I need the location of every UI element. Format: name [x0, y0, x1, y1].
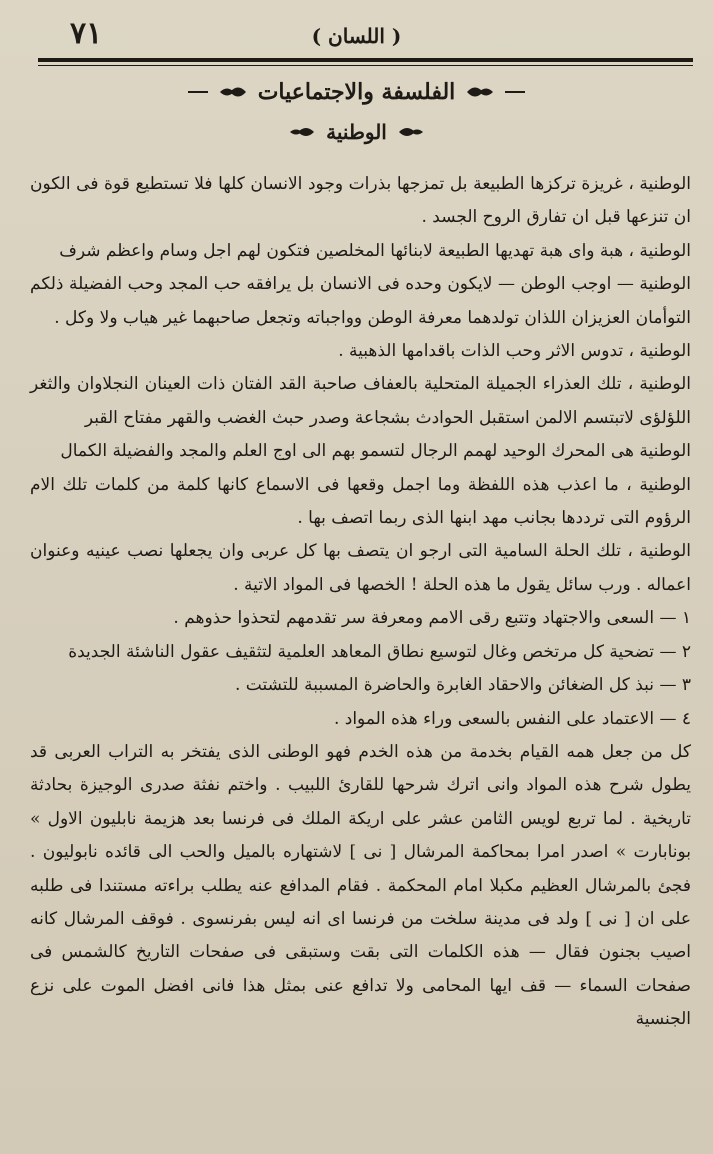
- paragraph: الوطنية ، تلك الحلة السامية التى ارجو ان يتصف بها كل عربى وان يجعلها نصب عينيه وعنوان اعماله . ورب سائل يقول ما هذه الحلة ! الخصها فى المواد الاتية .: [30, 541, 691, 595]
- header-rule-thin: [38, 65, 693, 66]
- page-header: [30, 10, 683, 60]
- list-item: ٣ — نبذ كل الضغائن والاحقاد الغابرة والحاضرة المسببة للتشتت .: [234, 675, 691, 696]
- paragraph: الوطنية ، ما اعذب هذه اللفظة وما اجمل وقعها فى الاسماع كانها كلمة من كلمات تلك الام الرؤوم التى ترددها بجانب مهد ابنها الذى ربما اتصف بها .: [30, 474, 691, 529]
- paragraph: الوطنية ، هبة واى هبة تهديها الطبيعة لابنائها المخلصين فتكون لهم اجل وسام واعظم شرف: [59, 240, 691, 261]
- paragraph: كل من جعل همه القيام بخدمة من هذه الخدم فهو الوطنى الذى يفتخر به التراب العربى قد يطول شرح هذه المواد وانى اترك شرحها للقارئ اللبيب . واختم نفثة صدرى الوجيزة بحادثة تاريخية . لما تربع لويس الثامن عشر على اريكة الملك فى فرنسا بعد هزيمة نابليون الاول » بونابارت » اصدر امرا بمحاكمة المرشال [ نى ] لاشتهاره بالميل والحب الى قائده نابوليون . فجئ بالمرشال العظيم مكبلا امام المحكمة . فقام المدافع عنه يطلب براءته مستندا فى طلبه على ان [ نى ] ولد فى مدينة سلخت من فرنسا اى انه ليس بفرنسوى . فوقف المرشال كانه اصيب بجنون فقال — هذه الكلمات التى بقت وستبقى فى صفحات التاريخ كالشمس فى صفحات السماء — قف ايها المحامى ولا تدافع عنى بمثل هذا فانى افضل الموت على نزع الجنسية: [30, 741, 691, 1030]
- dash-ornament: [188, 91, 208, 93]
- paragraph: الوطنية ، تدوس الاثر وحب الذات باقدامها الذهبية .: [338, 341, 691, 362]
- list-item: ٤ — الاعتماد على النفس بالسعى وراء هذه المواد .: [333, 708, 691, 729]
- paragraph: الوطنية — اوجب الوطن — لايكون وحده فى الانسان بل يرافقه حب المجد وحب الفضيلة ذلكم التوأمان العزيزان اللذان تولدهما معرفة الوطن وواجباته وتجعل صاحبهما غير هياب ولا وكل .: [30, 274, 691, 328]
- section-heading: [0, 72, 713, 112]
- subtitle: الوطنية: [326, 120, 387, 144]
- page-number: ٧١: [70, 16, 103, 51]
- paragraph: الوطنية هى المحرك الوحيد لهمم الرجال لتسمو بهم الى اوج العلم والمجد والفضيلة الكمال: [60, 441, 691, 462]
- paragraph: الوطنية ، غريزة تركزها الطبيعة بل تمزجها بذرات وجود الانسان كلها فلا تستطيع قوة فى الكون ان تنزعها قبل ان تفارق الروح الجسد .: [30, 174, 691, 228]
- subheading: [0, 114, 713, 150]
- dash-ornament: [505, 91, 525, 93]
- leaf-ornament-icon: [288, 123, 318, 141]
- list-item: ١ — السعى والاجتهاد وتتبع رقى الامم ومعرفة سر تقدمهم لتحذوا حذوهم .: [173, 608, 691, 629]
- article-body: [30, 168, 691, 1037]
- section-title: الفلسفة والاجتماعيات: [257, 79, 456, 105]
- leaf-ornament-icon: [465, 83, 495, 101]
- leaf-ornament-icon: [218, 83, 248, 101]
- paragraph: الوطنية ، تلك العذراء الجميلة المتحلية بالعفاف صاحبة القد الفتان ذات العينان النجلاوان والثغر اللؤلؤى لاتبتسم الالمن استقبل الحوادث بشجاعة وصدر حبث الغضب والقهر مفتاح القبر: [30, 374, 691, 428]
- running-title: ( اللسان ): [311, 24, 402, 48]
- leaf-ornament-icon: [395, 123, 425, 141]
- header-rule-thick: [38, 58, 693, 62]
- list-item: ٢ — تضحية كل مرتخص وغال لتوسيع نطاق المعاهد العلمية لتثقيف عقول الناشئة الجديدة: [68, 641, 691, 662]
